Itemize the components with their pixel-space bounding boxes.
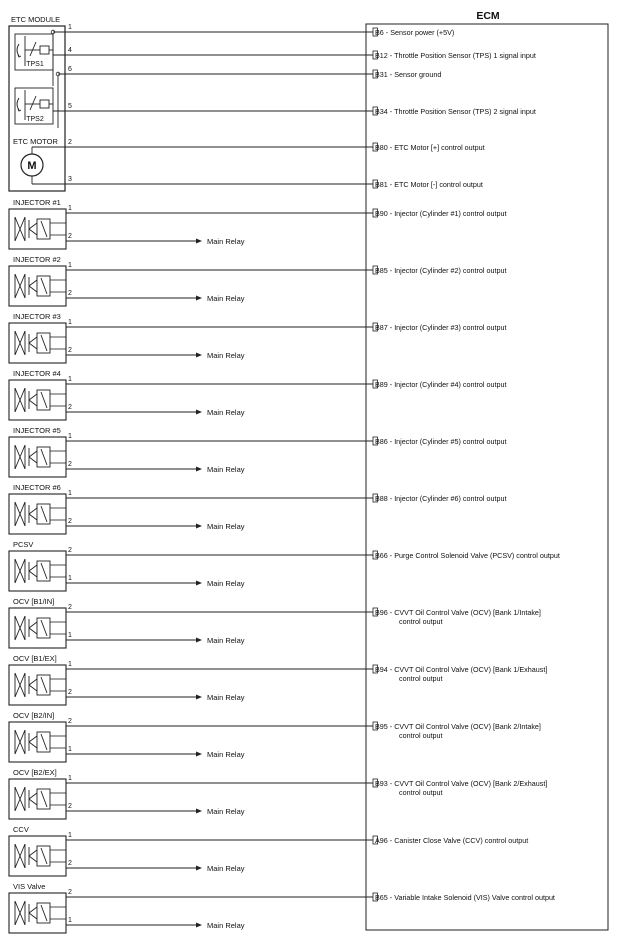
solenoid-top-pin: 1 <box>68 376 72 383</box>
ecm-pin-sep: - <box>387 722 395 731</box>
solenoid-bottom-pin: 2 <box>68 404 72 411</box>
ecm-title: ECM <box>476 10 500 22</box>
ecm-pin-code: B96 <box>375 608 388 617</box>
relay-arrow-icon <box>196 296 202 301</box>
ecm-pin-sep: - <box>387 380 395 389</box>
ecm-pin-b96 <box>373 608 541 626</box>
main-relay-label: Main Relay <box>207 579 245 588</box>
ecm-pin-text <box>375 437 506 446</box>
solenoid-box <box>9 893 66 933</box>
ecm-pin-b65 <box>373 893 555 902</box>
ecm-pin-b89 <box>373 380 506 389</box>
solenoid-valve-icon <box>15 673 50 697</box>
main-relay-label: Main Relay <box>207 921 245 930</box>
solenoid-top-pin: 1 <box>68 319 72 326</box>
solenoid-bottom-pin: 2 <box>68 860 72 867</box>
etc-pin-2: 4 <box>68 47 72 54</box>
ecm-pin-text <box>375 266 506 275</box>
ecm-pin-desc: Injector (Cylinder #4) control output <box>394 380 507 389</box>
solenoid-title: INJECTOR #3 <box>13 312 61 321</box>
ecm-pin-b12 <box>373 51 536 60</box>
solenoid-5 <box>9 426 245 477</box>
ecm-pin-code: B95 <box>375 722 388 731</box>
ecm-pin-code: B85 <box>375 266 388 275</box>
solenoid-top-pin: 1 <box>68 832 72 839</box>
solenoid-box <box>9 209 66 249</box>
solenoid-top-pin: 2 <box>68 889 72 896</box>
ecm-pin-desc: Injector (Cylinder #6) control output <box>394 494 507 503</box>
relay-arrow-icon <box>196 866 202 871</box>
ecm-pin-text <box>375 665 547 674</box>
ecm-pin-b85 <box>373 266 506 275</box>
main-relay-label: Main Relay <box>207 807 245 816</box>
solenoid-title: INJECTOR #5 <box>13 426 61 435</box>
ecm-pin-desc2: control output <box>399 731 443 740</box>
main-relay-label: Main Relay <box>207 750 245 759</box>
ecm-pin-desc: ETC Motor [-] control output <box>394 180 483 189</box>
etc-pin-4: 5 <box>68 103 72 110</box>
solenoid-bottom-pin: 2 <box>68 233 72 240</box>
solenoid-box <box>9 665 66 705</box>
solenoid-valve-icon <box>15 559 50 583</box>
solenoid-box <box>9 266 66 306</box>
relay-arrow-icon <box>196 410 202 415</box>
solenoid-bottom-pin: 2 <box>68 689 72 696</box>
ecm-pin-sep: - <box>387 266 395 275</box>
solenoid-valve-icon <box>15 901 50 925</box>
solenoid-top-pin: 1 <box>68 433 72 440</box>
ecm-pin-code: B93 <box>375 779 388 788</box>
ecm-pin-desc: Canister Close Valve (CCV) control output <box>394 836 529 845</box>
ecm-pin-b95 <box>373 722 541 740</box>
ecm-pin-sep: - <box>387 143 395 152</box>
tps1-label: TPS1 <box>26 61 44 68</box>
motor-symbol: M <box>27 160 37 172</box>
solenoid-box <box>9 608 66 648</box>
solenoid-8 <box>9 597 245 648</box>
solenoid-valve-icon <box>15 844 50 868</box>
solenoid-10 <box>9 711 245 762</box>
ecm-pin-desc: Injector (Cylinder #5) control output <box>394 437 507 446</box>
relay-arrow-icon <box>196 752 202 757</box>
etc-motor <box>21 154 43 176</box>
ecm-pin-desc: Throttle Position Sensor (TPS) 1 signal input <box>394 51 536 60</box>
solenoid-2 <box>9 255 245 306</box>
ecm-pin-desc: Purge Control Solenoid Valve (PCSV) control output <box>394 551 560 560</box>
ecm-pin-desc: Sensor ground <box>394 70 442 79</box>
etc-pin-6: 3 <box>68 176 72 183</box>
ecm-pin-code: B87 <box>375 323 388 332</box>
solenoid-components <box>9 198 245 933</box>
ecm-pin-sep: - <box>387 51 395 60</box>
main-relay-label: Main Relay <box>207 237 245 246</box>
ecm-pin-code: B34 <box>375 107 388 116</box>
ecm-pin-desc2: control output <box>399 788 443 797</box>
solenoid-valve-icon <box>15 502 50 526</box>
ecm-pin-b94 <box>373 665 547 683</box>
solenoid-title: OCV [B1/IN] <box>13 597 55 606</box>
etc-junction-dots <box>51 30 60 76</box>
ecm-pin-desc: Variable Intake Solenoid (VIS) Valve control output <box>394 893 555 902</box>
ecm-pin-desc2: control output <box>399 617 443 626</box>
ecm-pin-desc: Injector (Cylinder #3) control output <box>394 323 507 332</box>
etc-pin-5: 2 <box>68 139 72 146</box>
ecm-pin-desc: Throttle Position Sensor (TPS) 2 signal input <box>394 107 536 116</box>
ecm-pin-code: B66 <box>375 551 388 560</box>
ecm-pin-b81 <box>373 180 483 189</box>
relay-arrow-icon <box>196 695 202 700</box>
solenoid-top-pin: 1 <box>68 661 72 668</box>
main-relay-label: Main Relay <box>207 465 245 474</box>
ecm-pin-code: B6 <box>375 28 384 37</box>
tps2-label: TPS2 <box>26 116 44 123</box>
solenoid-6 <box>9 483 245 534</box>
solenoid-title: CCV <box>13 825 29 834</box>
solenoid-13 <box>9 882 245 933</box>
solenoid-title: INJECTOR #1 <box>13 198 61 207</box>
solenoid-top-pin: 2 <box>68 547 72 554</box>
solenoid-valve-icon <box>15 616 50 640</box>
ecm-pin-sep: - <box>387 608 395 617</box>
main-relay-label: Main Relay <box>207 408 245 417</box>
solenoid-valve-icon <box>15 388 50 412</box>
ecm-pin-text <box>375 893 555 902</box>
ecm-pin-a96 <box>373 836 528 845</box>
ecm-pin-sep: - <box>387 209 395 218</box>
ecm-pin-text <box>375 551 560 560</box>
ecm-pin-sep: - <box>387 323 395 332</box>
ecm-pin-code: B65 <box>375 893 388 902</box>
ecm-pin-b93 <box>373 779 547 797</box>
solenoid-title: INJECTOR #4 <box>13 369 61 378</box>
ecm-terminals <box>373 28 560 902</box>
solenoid-title: INJECTOR #2 <box>13 255 61 264</box>
ecm-pin-text <box>375 323 506 332</box>
solenoid-title: OCV [B2/EX] <box>13 768 57 777</box>
ecm-pin-code: B90 <box>375 209 388 218</box>
ecm-pin-desc: CVVT Oil Control Valve (OCV) [Bank 1/Exhaust] <box>394 665 548 674</box>
solenoid-box <box>9 551 66 591</box>
solenoid-bottom-pin: 1 <box>68 746 72 753</box>
ecm-pin-code: B80 <box>375 143 388 152</box>
etc-pin-1: 1 <box>68 24 72 31</box>
ecm-pin-code: B88 <box>375 494 388 503</box>
ecm-pin-sep: - <box>387 180 395 189</box>
ecm-pin-b6 <box>373 28 454 37</box>
solenoid-box <box>9 779 66 819</box>
etc-module-title: ETC MODULE <box>11 15 61 24</box>
ecm-pin-text <box>375 494 506 503</box>
ecm-pin-b86 <box>373 437 506 446</box>
ecm-pin-code: B31 <box>375 70 388 79</box>
ecm-pin-desc: Injector (Cylinder #1) control output <box>394 209 507 218</box>
ecm-pin-text <box>375 608 541 617</box>
main-relay-label: Main Relay <box>207 522 245 531</box>
ecm-pin-text <box>375 380 506 389</box>
ecm-pin-sep: - <box>387 836 395 845</box>
solenoid-12 <box>9 825 245 876</box>
ecm-pin-b88 <box>373 494 506 503</box>
solenoid-bottom-pin: 2 <box>68 347 72 354</box>
solenoid-box <box>9 437 66 477</box>
solenoid-bottom-pin: 2 <box>68 290 72 297</box>
ecm-pin-code: B89 <box>375 380 388 389</box>
solenoid-box <box>9 836 66 876</box>
solenoid-11 <box>9 768 245 819</box>
ecm-pin-b34 <box>373 107 536 116</box>
ecm-pin-sep: - <box>387 494 395 503</box>
relay-arrow-icon <box>196 467 202 472</box>
solenoid-4 <box>9 369 245 420</box>
ecm-pin-code: B94 <box>375 665 388 674</box>
main-relay-label: Main Relay <box>207 351 245 360</box>
relay-arrow-icon <box>196 353 202 358</box>
ecm-pin-text <box>375 779 547 788</box>
main-relay-label: Main Relay <box>207 864 245 873</box>
solenoid-top-pin: 1 <box>68 490 72 497</box>
ecm-pin-text <box>375 28 454 37</box>
solenoid-box <box>9 494 66 534</box>
solenoid-top-pin: 2 <box>68 604 72 611</box>
solenoid-top-pin: 1 <box>68 205 72 212</box>
ecm-pin-code: A96 <box>375 836 388 845</box>
ecm-pin-sep: - <box>387 665 395 674</box>
ecm-pin-text <box>375 143 485 152</box>
relay-arrow-icon <box>196 638 202 643</box>
etc-internal-wiring <box>49 32 58 128</box>
ecm-pin-desc: Injector (Cylinder #2) control output <box>394 266 507 275</box>
solenoid-3 <box>9 312 245 363</box>
ecm-pin-b31 <box>373 70 441 79</box>
solenoid-valve-icon <box>15 445 50 469</box>
solenoid-bottom-pin: 1 <box>68 575 72 582</box>
main-relay-label: Main Relay <box>207 693 245 702</box>
solenoid-box <box>9 380 66 420</box>
ecm-pin-b66 <box>373 551 560 560</box>
solenoid-box <box>9 323 66 363</box>
ecm-pin-text <box>375 70 441 79</box>
solenoid-top-pin: 1 <box>68 775 72 782</box>
ecm-pin-b90 <box>373 209 506 218</box>
solenoid-valve-icon <box>15 730 50 754</box>
etc-pin-labels <box>68 24 72 183</box>
relay-arrow-icon <box>196 809 202 814</box>
solenoid-bottom-pin: 2 <box>68 518 72 525</box>
ecm-connection-lines <box>32 32 373 897</box>
etc-motor-title: ETC MOTOR <box>13 137 58 146</box>
relay-arrow-icon <box>196 524 202 529</box>
solenoid-valve-icon <box>15 331 50 355</box>
solenoid-9 <box>9 654 245 705</box>
ecm-pin-text <box>375 107 536 116</box>
relay-arrow-icon <box>196 239 202 244</box>
ecm-pin-code: B86 <box>375 437 388 446</box>
ecm-pin-sep: - <box>387 437 395 446</box>
ecm-pin-code: B12 <box>375 51 388 60</box>
solenoid-7 <box>9 540 245 591</box>
solenoid-bottom-pin: 2 <box>68 461 72 468</box>
relay-arrow-icon <box>196 581 202 586</box>
ecm-pin-text <box>375 51 536 60</box>
ecm-pin-b87 <box>373 323 506 332</box>
solenoid-title: INJECTOR #6 <box>13 483 61 492</box>
solenoid-title: OCV [B2/IN] <box>13 711 55 720</box>
solenoid-valve-icon <box>15 274 50 298</box>
ecm-pin-text <box>375 722 541 731</box>
solenoid-top-pin: 2 <box>68 718 72 725</box>
ecm-pin-text <box>375 180 483 189</box>
ecm-pin-sep: - <box>387 107 395 116</box>
solenoid-title: PCSV <box>13 540 34 549</box>
ecm-pin-sep: - <box>383 28 391 37</box>
main-relay-label: Main Relay <box>207 636 245 645</box>
ecm-pin-b80 <box>373 143 485 152</box>
ecm-pin-code: B81 <box>375 180 388 189</box>
ecm-pin-text <box>375 209 506 218</box>
ecm-pin-desc2: control output <box>399 674 443 683</box>
main-relay-label: Main Relay <box>207 294 245 303</box>
solenoid-bottom-pin: 1 <box>68 632 72 639</box>
etc-pin-3: 6 <box>68 66 72 73</box>
ecm-pin-sep: - <box>387 893 395 902</box>
solenoid-bottom-pin: 2 <box>68 803 72 810</box>
ecm-pin-desc: CVVT Oil Control Valve (OCV) [Bank 1/Intake] <box>394 608 541 617</box>
solenoid-top-pin: 1 <box>68 262 72 269</box>
ecm-pin-desc: CVVT Oil Control Valve (OCV) [Bank 2/Exhaust] <box>394 779 548 788</box>
ecm-pin-desc: ETC Motor [+] control output <box>394 143 485 152</box>
ecm-pin-sep: - <box>387 551 395 560</box>
ecm-pin-desc: CVVT Oil Control Valve (OCV) [Bank 2/Intake] <box>394 722 541 731</box>
solenoid-title: VIS Valve <box>13 882 46 891</box>
etc-module <box>9 15 65 191</box>
solenoid-box <box>9 722 66 762</box>
solenoid-valve-icon <box>15 787 50 811</box>
solenoid-bottom-pin: 1 <box>68 917 72 924</box>
ecm-pin-sep: - <box>387 70 395 79</box>
solenoid-title: OCV [B1/EX] <box>13 654 57 663</box>
ecm-pin-text <box>375 836 528 845</box>
relay-arrow-icon <box>196 923 202 928</box>
ecm-pin-desc: Sensor power (+5V) <box>390 28 455 37</box>
solenoid-1 <box>9 198 245 249</box>
ecm-pin-sep: - <box>387 779 395 788</box>
solenoid-valve-icon <box>15 217 50 241</box>
